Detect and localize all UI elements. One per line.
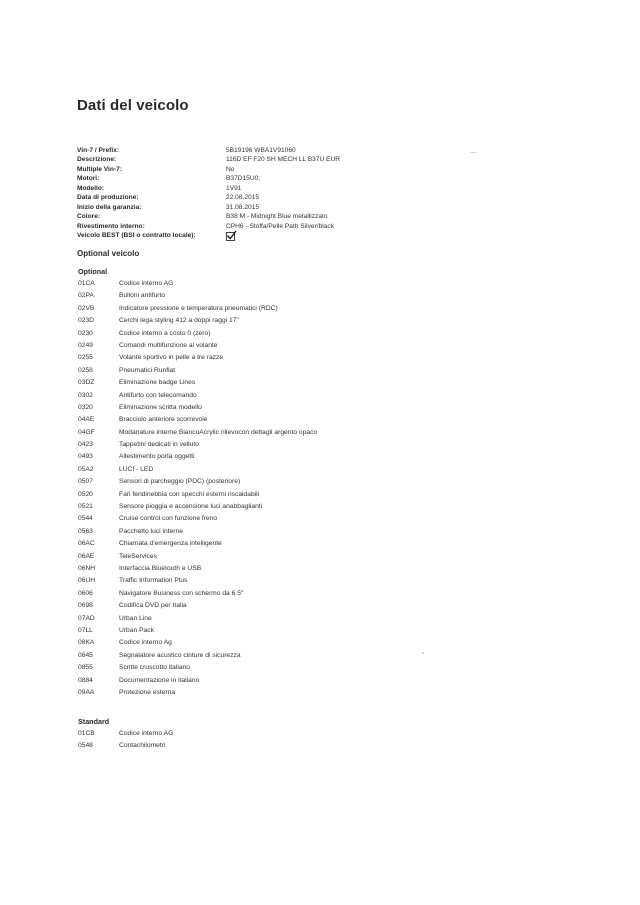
option-description: Eliminazione badge Lines	[119, 379, 196, 387]
option-row	[78, 352, 317, 364]
option-row	[78, 662, 317, 674]
option-code: 02PA	[78, 292, 94, 300]
info-row	[77, 231, 407, 240]
option-code: 0606	[78, 589, 93, 597]
option-row	[78, 625, 317, 637]
option-code: 0249	[78, 341, 93, 349]
option-description: Eliminazione scritta modello	[119, 403, 202, 411]
vehicle-info-table	[77, 146, 407, 240]
option-description: Chiamata d'emergenza intelligente	[119, 540, 222, 548]
group-title-optional: Optional	[78, 267, 108, 276]
option-code: 0563	[78, 527, 93, 535]
option-row	[78, 476, 317, 488]
info-row	[77, 193, 407, 202]
option-row	[78, 551, 317, 563]
option-code: 08KA	[78, 639, 95, 647]
option-description: Codice interno a costo 0 (zero)	[119, 329, 211, 337]
info-value: B38 M - Midnight Blue metallizzato	[226, 213, 328, 221]
option-code: 07AD	[78, 614, 95, 622]
option-code: 02VB	[78, 304, 95, 312]
option-row	[78, 451, 317, 463]
option-description: Documentazione in italiano	[119, 676, 200, 684]
option-code: 0258	[78, 366, 93, 374]
option-description: Volante sportivo in pelle a tre razze	[119, 354, 224, 362]
standard-list	[78, 728, 173, 753]
option-description: Scritte cruscotto italiano	[119, 664, 190, 672]
option-row	[78, 439, 317, 451]
option-description: Cruise control con funzione freno	[119, 515, 218, 523]
option-description: Fari fendinebbia con specchi esterni riscaldabili	[119, 490, 260, 498]
option-code: 0507	[78, 478, 93, 486]
info-value: No	[226, 165, 235, 173]
option-description: Codifica DVD per Italia	[119, 602, 187, 610]
option-description: Pacchetto luci interne	[119, 527, 183, 535]
option-row	[78, 414, 317, 426]
option-row	[78, 728, 173, 740]
option-description: Cerchi lega styling 412 a doppi raggi 17"	[119, 317, 239, 325]
option-code: 0520	[78, 490, 93, 498]
option-description: LUCI - LED	[119, 465, 154, 473]
info-value: 1V91	[226, 184, 242, 192]
option-description: Codice interno AG	[119, 280, 174, 287]
option-description: Sensore pioggia e accensione luci anabbaglianti	[119, 503, 263, 511]
option-row	[78, 613, 317, 625]
option-row	[78, 538, 317, 550]
option-row	[78, 427, 317, 439]
optional-group	[78, 266, 317, 699]
option-description: Urban Pack	[119, 626, 154, 634]
option-description: Indicatore pressione e temperatura pneumatici (RDC)	[119, 304, 278, 312]
option-description: Codice interno AG	[119, 730, 174, 737]
option-description: Bulloni antifurto	[119, 292, 166, 300]
info-row	[77, 146, 407, 155]
info-label: Colore:	[77, 213, 101, 221]
option-code: 01CB	[78, 730, 95, 737]
option-row	[78, 675, 317, 687]
option-code: 06UH	[78, 577, 96, 585]
option-row	[78, 303, 317, 315]
optional-list	[78, 278, 317, 699]
info-label: Modello:	[77, 184, 105, 192]
best-vehicle-checkbox	[226, 232, 235, 241]
option-row	[78, 377, 317, 389]
option-row	[78, 328, 317, 340]
option-row	[78, 687, 317, 699]
info-row	[77, 184, 407, 193]
info-row	[77, 203, 407, 212]
option-row	[78, 489, 317, 501]
standard-group	[78, 716, 173, 753]
page-title: Dati del veicolo	[77, 97, 189, 114]
option-code: 04GF	[78, 428, 95, 436]
option-code: 06AE	[78, 552, 95, 560]
option-description: Bracciolo anteriore scorrevole	[119, 416, 208, 424]
info-label: Rivestimento interno:	[77, 222, 145, 230]
option-code: 0855	[78, 664, 93, 672]
option-code: 0423	[78, 441, 93, 449]
option-code: 07LL	[78, 626, 93, 634]
option-description: Protezione esterna	[119, 688, 176, 696]
option-description: Segnalatore acustico cinture di sicurezza	[119, 651, 241, 659]
option-code: 0698	[78, 602, 93, 610]
info-label: Vin-7 / Prefix:	[77, 147, 120, 154]
option-row	[78, 464, 317, 476]
option-description: Tappetini dedicati in velluto	[119, 441, 199, 449]
option-code: 0302	[78, 391, 93, 399]
option-code: 01CA	[78, 280, 95, 287]
option-row	[78, 650, 317, 662]
scan-speck	[422, 652, 424, 654]
option-row	[78, 501, 317, 513]
option-code: 0230	[78, 329, 93, 337]
info-label: Veicolo BEST (BSI o contratto locale):	[77, 231, 196, 239]
scan-speck	[470, 152, 476, 153]
info-row	[77, 212, 407, 221]
option-code: 0548	[78, 742, 93, 750]
option-description: Comandi multifunzione al volante	[119, 341, 218, 349]
info-value: 22.08.2015	[226, 194, 260, 202]
info-value: 5B19196 WBA1V91060	[226, 147, 296, 154]
option-code: 023D	[78, 317, 94, 325]
info-label: Descrizione:	[77, 156, 117, 164]
option-code: 06NH	[78, 564, 96, 572]
option-description: Urban Line	[119, 614, 152, 622]
option-row	[78, 740, 173, 752]
option-code: 03DZ	[78, 379, 95, 387]
option-row	[78, 290, 317, 302]
group-title-standard: Standard	[78, 717, 110, 726]
option-code: 0884	[78, 676, 93, 684]
option-code: 0521	[78, 503, 93, 511]
option-description: Modanature interne BiancoAcrylic rilievocon dettagli argento opaco	[119, 428, 318, 436]
option-code: 06AC	[78, 540, 95, 548]
info-value: CPH6 - Stoffa/Pelle Path Silver/black	[226, 222, 334, 230]
option-description: Allestimento porta oggetti	[119, 453, 195, 461]
option-code: 0493	[78, 453, 93, 461]
info-value: 116D EF F20 SH MECH LL B37U EUR	[226, 156, 340, 164]
checkmark-icon	[226, 230, 237, 241]
option-row	[78, 526, 317, 538]
option-description: Traffic Information Plus	[119, 577, 188, 585]
option-description: Antifurto con telecomando	[119, 391, 197, 399]
info-row	[77, 155, 407, 164]
option-row	[78, 637, 317, 649]
info-row	[77, 165, 407, 174]
option-code: 0255	[78, 354, 93, 362]
option-row	[78, 402, 317, 414]
info-row	[77, 174, 407, 183]
option-code: 05A2	[78, 465, 94, 473]
option-description: Pneumatici Runflat	[119, 366, 176, 374]
option-row	[78, 365, 317, 377]
option-row	[78, 600, 317, 612]
option-row	[78, 340, 317, 352]
option-description: Interfaccia Bluetooth e USB	[119, 564, 202, 572]
option-row	[78, 563, 317, 575]
option-description: Sensori di parcheggio (PDC) (posteriore)	[119, 478, 241, 486]
option-row	[78, 513, 317, 525]
info-row	[77, 222, 407, 231]
info-label: Motori:	[77, 175, 100, 183]
option-description: Codice interno Ag	[119, 639, 172, 647]
option-row	[78, 575, 317, 587]
info-label: Multiple Vin-7:	[77, 165, 122, 173]
option-code: 0320	[78, 403, 93, 411]
option-code: 09AA	[78, 688, 95, 696]
option-row	[78, 315, 317, 327]
info-label: Inizio della garanzia:	[77, 203, 142, 211]
option-code: 0845	[78, 651, 93, 659]
option-row	[78, 390, 317, 402]
info-value: B37D15U0;	[226, 175, 261, 183]
option-row	[78, 278, 317, 290]
info-value: 31.08.2015	[226, 203, 260, 211]
option-row	[78, 588, 317, 600]
option-code: 04AE	[78, 416, 95, 424]
option-description: TeleServices	[119, 552, 157, 560]
option-code: 0544	[78, 515, 93, 523]
info-label: Data di produzione:	[77, 194, 139, 202]
option-description: Navigatore Business con schermo da 6.5"	[119, 589, 244, 597]
section-title-optional: Optional veicolo	[77, 249, 140, 258]
option-description: Contachilometri	[119, 742, 166, 750]
